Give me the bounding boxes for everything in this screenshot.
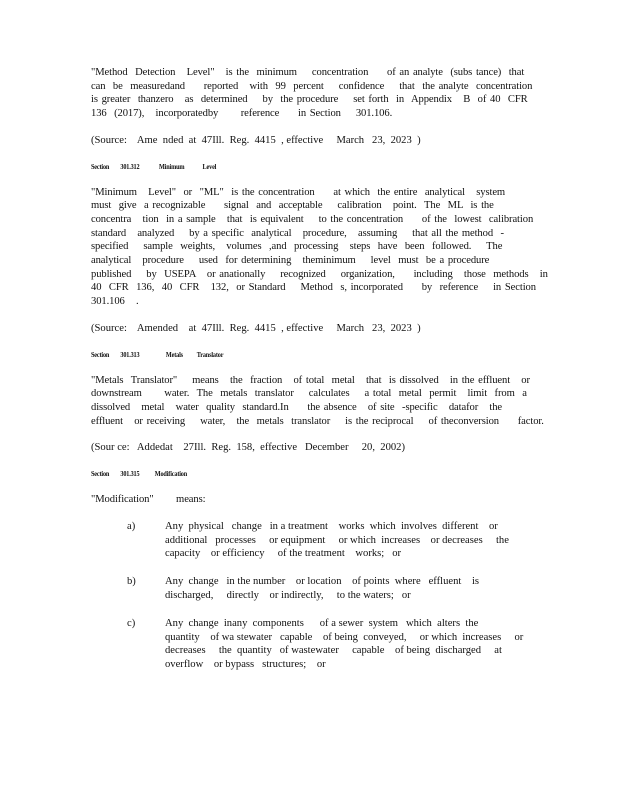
list-item-text bbox=[165, 520, 518, 561]
section-heading-301-313: Section 301.313 Metals Translator bbox=[91, 349, 224, 359]
list-item-c bbox=[91, 617, 524, 672]
text-line: 301.106 . bbox=[91, 296, 139, 308]
text-line: Any physical change in a treatment works which involves different or bbox=[165, 520, 498, 532]
text-line: "Modification" means: bbox=[91, 494, 206, 506]
text-line: quantity of wa stewater capable of being conveyed, or which increases or bbox=[165, 631, 524, 643]
list-item-label: b) bbox=[127, 576, 136, 588]
text-line: capacity or efficiency of the treatment works; or bbox=[165, 548, 402, 560]
text-line: decreases the quantity of wastewater capable of being discharged at bbox=[165, 645, 502, 657]
text-line: overflow or bypass structures; or bbox=[165, 659, 326, 671]
text-line: analytical procedure used for determining theminimum level must be a procedure bbox=[91, 255, 490, 267]
text-line: published by USEPA or anationally recognized organization, including those methods in bbox=[91, 268, 548, 280]
definition-minimum-level bbox=[91, 186, 548, 309]
list-item-text bbox=[165, 575, 518, 603]
section-heading-301-312: Section 301.312 Minimum Level bbox=[91, 161, 217, 171]
text-line: concentra tion in a sample that is equivalent to the concentration of the lowest calibration bbox=[91, 213, 534, 225]
text-line: "Method Detection Level" is the minimum concentration of an analyte (subs tance) that bbox=[91, 67, 525, 78]
text-line: additional processes or equipment or which increases or decreases the bbox=[165, 534, 509, 546]
source-note: (Sour ce: Addedat 27Ill. Reg. 158, effective December 20, 2002) bbox=[91, 442, 405, 454]
list-item-b bbox=[91, 575, 518, 603]
list-item-label: c) bbox=[127, 617, 136, 629]
definition-modification-intro bbox=[91, 493, 518, 507]
list-item-text bbox=[165, 617, 523, 672]
list-item-a bbox=[91, 520, 518, 561]
definition-method-detection-level bbox=[91, 66, 533, 121]
section-heading-301-315: Section 301.315 Modification bbox=[91, 469, 188, 479]
list-item-label: a) bbox=[127, 520, 136, 532]
source-note: (Source: Ame nded at 47Ill. Reg. 4415 , effective March 23, 2023 ) bbox=[91, 134, 421, 146]
text-line: 136 (2017), incorporatedby reference in Section 301.106. bbox=[91, 108, 393, 120]
text-line: effluent or receiving water, the metals translator is the reciprocal of theconversion factor. bbox=[91, 415, 544, 427]
source-note: (Source: Amended at 47Ill. Reg. 4415 , effective March 23, 2023 ) bbox=[91, 322, 421, 334]
text-line: standard analyzed by a specific analytical procedure, assuming that all the method - bbox=[91, 227, 504, 239]
text-line: Any change inany components of a sewer system which alters the bbox=[165, 617, 479, 629]
text-line: can be measuredand reported with 99 percent confidence that the analyte concentration bbox=[91, 80, 533, 92]
text-line: dissolved metal water quality standard.In the absence of site -specific datafor the bbox=[91, 401, 503, 413]
text-line: 40 CFR 136, 40 CFR 132, or Standard Method s, incorporated by reference in Section bbox=[91, 282, 536, 294]
text-line: is greater thanzero as determined by the procedure set forth in Appendix B of 40 CFR bbox=[91, 94, 528, 106]
text-line: must give a recognizable signal and acceptable calibration point. The ML is the bbox=[91, 200, 494, 212]
text-line: "Minimum Level" or "ML" is the concentration at which the entire analytical system bbox=[91, 186, 506, 198]
text-line: discharged, directly or indirectly, to the waters; or bbox=[165, 589, 411, 601]
text-line: specified sample weights, volumes ,and processing steps have been followed. The bbox=[91, 241, 503, 253]
text-line: Any change in the number or location of points where effluent is bbox=[165, 576, 480, 588]
text-line: "Metals Translator" means the fraction of total metal that is dissolved in the effluent or bbox=[91, 374, 530, 386]
definition-metals-translator bbox=[91, 374, 544, 429]
text-line: downstream water. The metals translator calculates a total metal permit limit from a bbox=[91, 388, 527, 400]
